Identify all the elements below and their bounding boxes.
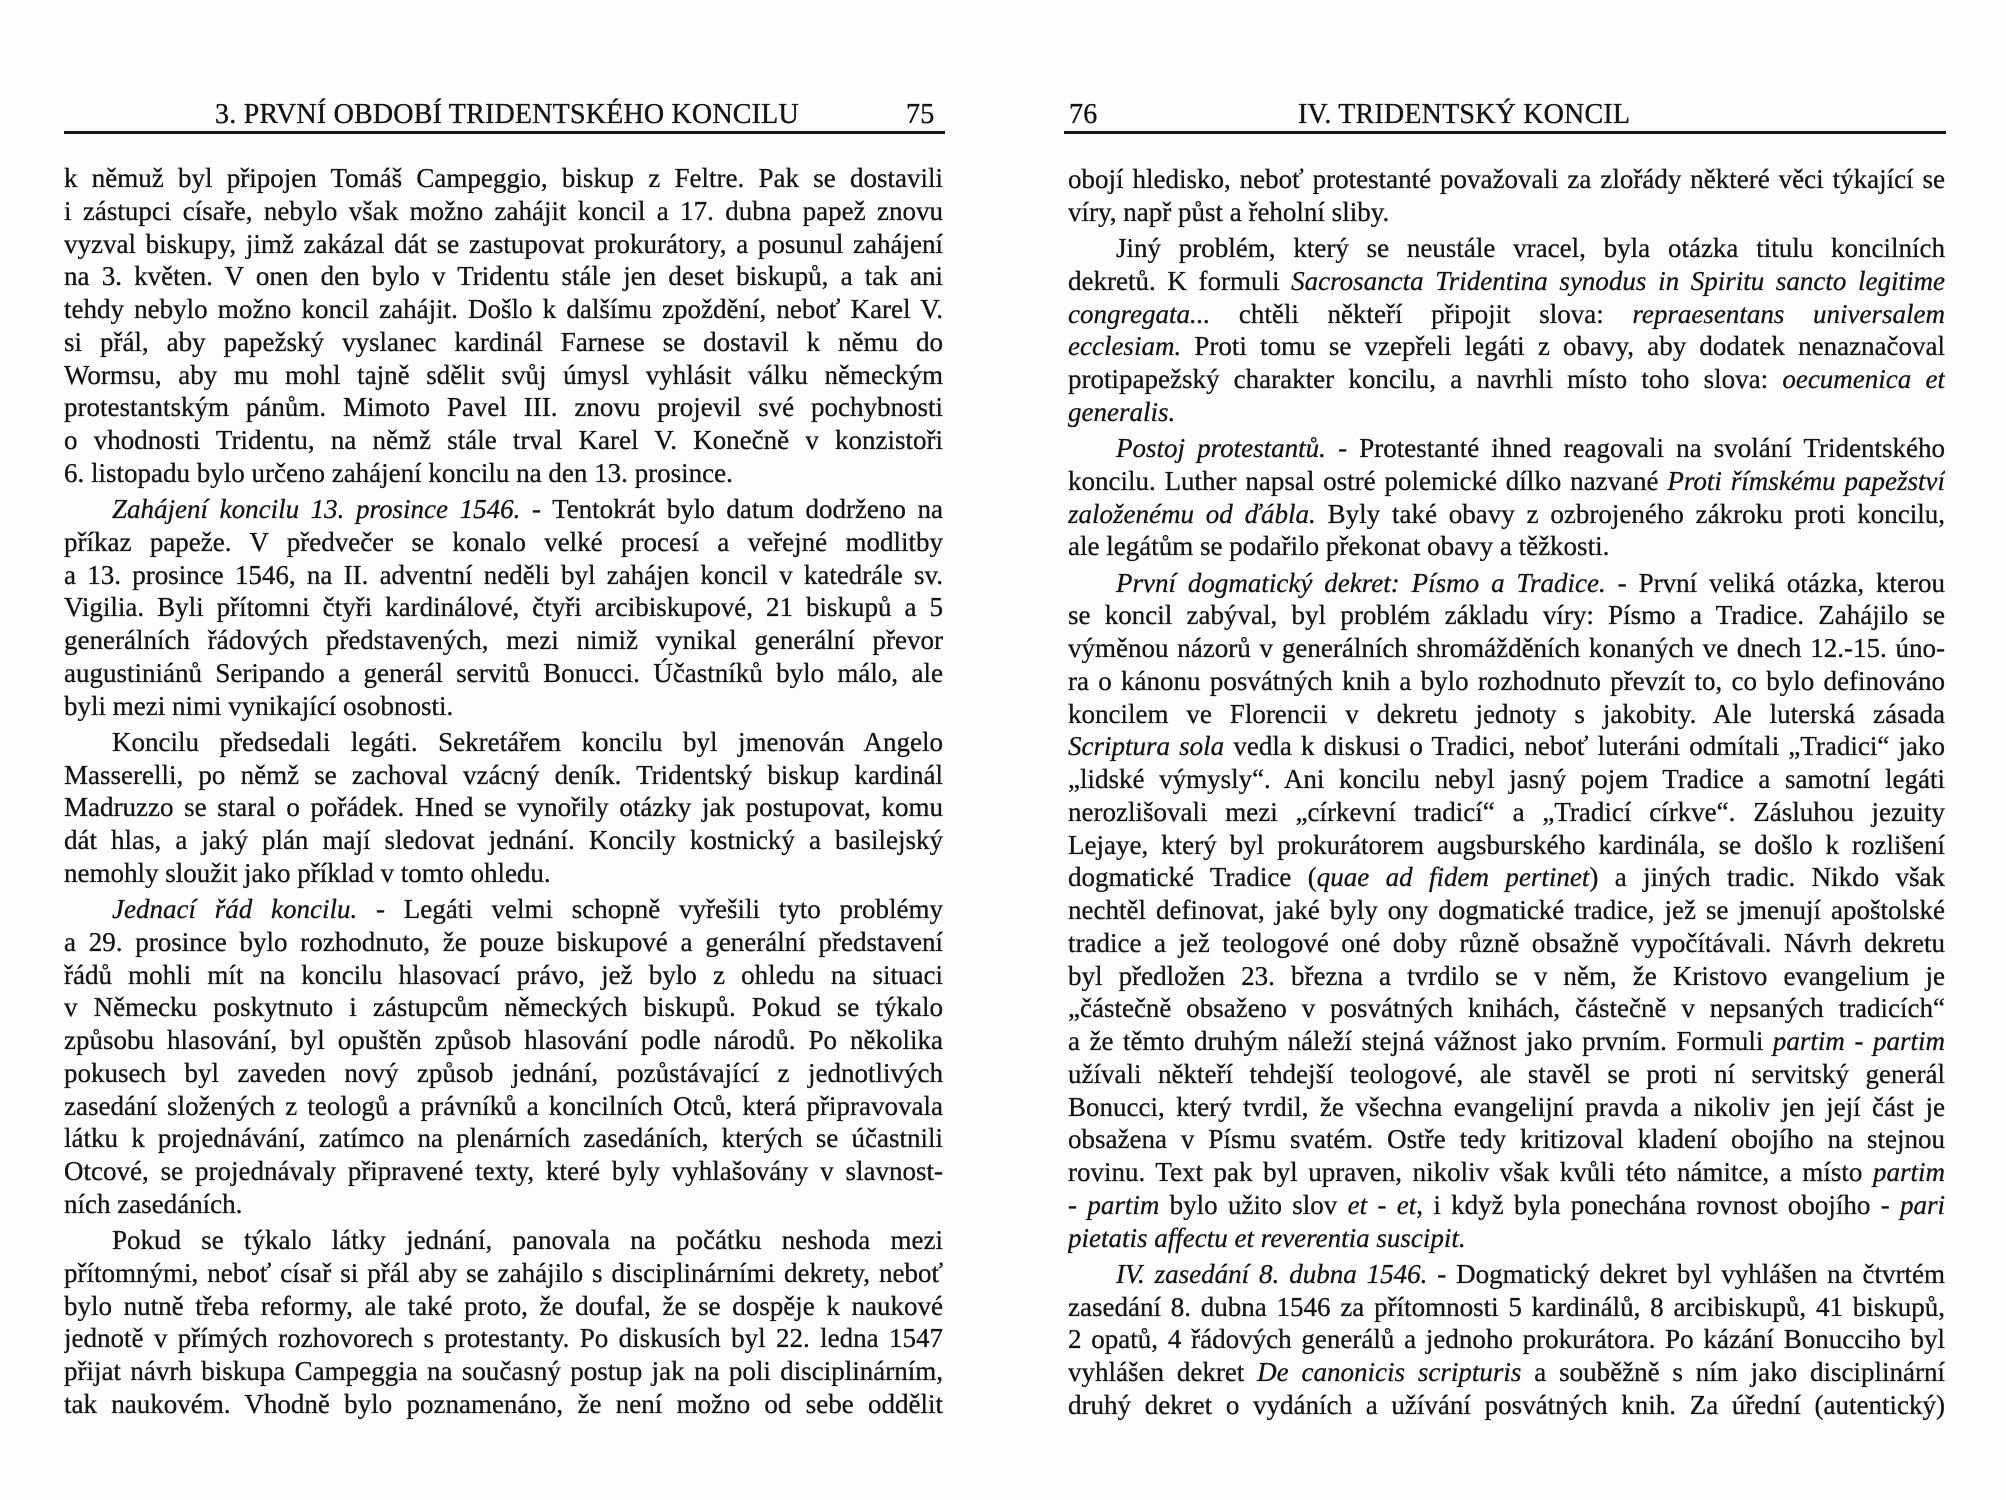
page-body (64, 162, 943, 1421)
page-number: 76 (1069, 99, 1098, 130)
text-run: a souběžně s ním jako disciplinární (1521, 1357, 1945, 1387)
text-run: ra o kánonu posvátných knih a bylo rozhodnuto převzít to, co bylo definováno (1068, 665, 1945, 696)
text-run: 2 opatů, 4 řádových generálů a jednoho prokurátora. Po kázání Bonucciho byl (1068, 1324, 1945, 1355)
text-run: užívali někteří tehdejší teologové, ale stavěl se proti ní servitský generál (1068, 1058, 1945, 1089)
text-run: Otcové, se projednávaly připravené texty, které byly vyhlašovány v slavnost- (64, 1156, 943, 1186)
text-line (1068, 1389, 1945, 1422)
text-run: a že těmto druhým náleží stejná vážnost jako prvním. Formuli (1068, 1026, 1773, 1056)
text-line (64, 1290, 943, 1323)
text-line (1068, 396, 1945, 429)
text-run: pokusech byl zaveden nový způsob jednání, pozůstávající z jednotlivých (64, 1057, 943, 1088)
text-line (64, 1388, 943, 1421)
text-line (64, 457, 943, 490)
text-run: způsobu hlasování, byl opuštěn způsob hlasování podle národů. Po několika (64, 1025, 943, 1055)
text-run: - Dogmatický dekret byl vyhlášen na čtvrtém (1427, 1258, 1945, 1289)
text-run: zasedání složených z teologů a právníků a koncilních Otců, která připravovala (64, 1090, 943, 1121)
text-run: Madruzzo se staral o pořádek. Hned se vynořily otázky jak postupovat, komu (64, 792, 943, 823)
header-rule (1064, 131, 1946, 134)
text-line (64, 559, 943, 592)
text-run: Lejaye, který byl prokurátorem augsburského kardinála, se došlo k rozlišení (1068, 829, 1945, 860)
text-line (1068, 1025, 1945, 1058)
text-line (1068, 432, 1945, 465)
text-line (64, 1090, 943, 1123)
text-line (1068, 330, 1945, 363)
italic-run: repraesentans universalem (1632, 298, 1945, 329)
italic-run: et - et (1347, 1189, 1417, 1220)
text-line (1068, 894, 1945, 927)
text-run: k němuž byl připojen Tomáš Campeggio, biskup z Feltre. Pak se dostavili (64, 163, 943, 193)
paragraph (1068, 232, 1945, 429)
italic-run: Proti římskému papežství (1667, 465, 1945, 496)
text-run: tak naukovém. Vhodně bylo poznamenáno, že není možno od sebe oddělit (64, 1388, 943, 1419)
paragraph (1068, 163, 1945, 229)
text-run: bylo nutně třeba reformy, ale také proto, že doufal, že se dospěje k naukové (64, 1290, 943, 1321)
text-run: víry, např půst a řeholní sliby. (1068, 196, 1390, 227)
italic-run: partim (1087, 1189, 1160, 1220)
text-line (64, 1057, 943, 1090)
text-line (1068, 599, 1945, 632)
text-line (1068, 498, 1945, 531)
text-run: koncilem ve Florencii v dekretu jednoty s jakobity. Ale luterská zásada (1068, 698, 1945, 729)
text-run: a 13. prosince 1546, na II. adventní neděli byl zahájen koncil v katedrále sv. (64, 559, 943, 590)
text-line (64, 260, 943, 293)
text-run: protipapežský charakter koncilu, a navrhli místo toho slova: (1068, 364, 1783, 394)
text-line (1068, 632, 1945, 665)
text-run: - První veliká otázka, kterou (1605, 567, 1945, 598)
text-line (64, 195, 943, 228)
text-line (1068, 665, 1945, 698)
text-run: vedla k diskusi o Tradici, neboť luteráni odmítali „Tradici“ jako (1224, 731, 1945, 762)
text-line (1068, 1123, 1945, 1156)
text-line (1068, 1058, 1945, 1091)
text-run: tradice a jež teologové oné doby různě obsažně vypočítávali. Návrh dekretu (1068, 927, 1945, 958)
text-line (64, 1188, 943, 1221)
text-run: tehdy nebylo možno koncil zahájit. Došlo k dalšímu zpoždění, neboť Karel V. (64, 294, 943, 324)
text-line (1068, 992, 1945, 1025)
text-line (64, 326, 943, 359)
text-line (64, 690, 943, 723)
text-run: Byly také obavy z ozbrojeného zákroku proti koncilu, (1315, 498, 1945, 529)
text-run: - (1068, 1189, 1088, 1220)
text-line (1068, 829, 1945, 862)
italic-run: IV. zasedání 8. dubna 1546. (1116, 1258, 1428, 1289)
text-run: nemohly sloužit jako příklad v tomto ohledu. (64, 857, 551, 888)
paragraph (64, 726, 943, 890)
text-line (64, 959, 943, 992)
text-line (1068, 265, 1945, 298)
text-line (1068, 1291, 1945, 1324)
italic-run: založenému od ďábla. (1068, 498, 1316, 529)
text-run: se koncil zabýval, byl problém základu víry: Písmo a Tradice. Zahájilo se (1068, 600, 1945, 631)
text-line (64, 526, 943, 559)
text-line (64, 1257, 943, 1290)
text-run: a 29. prosince bylo rozhodnuto, že pouze biskupové a generální představení (64, 926, 943, 957)
text-line (64, 824, 943, 857)
text-line (64, 726, 943, 759)
text-line (1068, 1323, 1945, 1356)
italic-run: ecclesiam. (1068, 331, 1182, 362)
text-run: koncilu. Luther napsal ostré polemické dílko nazvané (1068, 465, 1668, 496)
text-line (64, 624, 943, 657)
italic-run: pari (1899, 1189, 1945, 1220)
text-line (64, 591, 943, 624)
text-line (64, 893, 943, 926)
text-run: přijat návrh biskupa Campeggia na současný postup jak na poli disciplinárním, (64, 1356, 943, 1386)
text-run: přítomnými, neboť císař si přál aby se zahájilo s disciplinárními dekrety, neboť (64, 1257, 943, 1288)
text-line (64, 391, 943, 424)
italic-run: Jednací řád koncilu. (112, 894, 358, 924)
text-line (1068, 163, 1945, 196)
text-run: výměnou názorů v generálních shromážděních konaných ve dnech 12.-15. úno- (1068, 633, 1945, 663)
text-run: Koncilu předsedali legáti. Sekretářem koncilu byl jmenován Angelo (112, 726, 943, 757)
italic-run: generalis. (1068, 396, 1176, 427)
text-run: vyhlášen dekret (1068, 1357, 1258, 1387)
text-line (64, 991, 943, 1024)
text-line (64, 493, 943, 526)
text-run: v Německu poskytnuto i zástupcům německých biskupů. Pokud se týkalo (64, 992, 943, 1023)
text-run: řádů mohli mít na koncilu hlasovací právo, jež bylo z ohledu na situaci (64, 959, 943, 990)
italic-run: pietatis affectu et reverentia suscipit. (1068, 1222, 1466, 1253)
text-run: o vhodnosti Tridentu, na němž stále trval Karel V. Konečně v konzistoři (64, 425, 943, 455)
text-line (64, 228, 943, 261)
text-run: druhý dekret o vydáních a užívání posvátných knih. Za úřední (autentický) (1068, 1389, 1945, 1420)
text-run: vyzval biskupy, jimž zakázal dát se zastupovat prokurátory, a posunul zahájení (64, 228, 943, 259)
page-number: 75 (906, 99, 935, 130)
text-line (64, 162, 943, 195)
text-run: obsažena v Písmu svatém. Ostře tedy kritizoval kladení obojího na stejnou (1068, 1124, 1945, 1155)
text-run: jednotě v přímých rozhovorech s protestanty. Po diskusích byl 22. ledna 1547 (64, 1323, 943, 1354)
text-line (1068, 763, 1945, 796)
text-run: ních zasedáních. (64, 1188, 243, 1219)
text-run: Pokud se týkalo látky jednání, panovala na počátku neshoda mezi (112, 1225, 943, 1255)
italic-run: Sacrosancta Tridentina synodus in Spiritu sancto legitime (1291, 265, 1945, 296)
text-run: - Protestanté ihned reagovali na svolání Tridentského (1325, 433, 1945, 463)
italic-run: Postoj protestantů. (1116, 433, 1326, 463)
text-run: Masserelli, po němž se zachoval vzácný deník. Tridentský biskup kardinál (64, 759, 943, 790)
text-run: dogmatické Tradice ( (1068, 862, 1317, 893)
text-run: na 3. květen. V onen den bylo v Tridentu stále jen deset biskupů, a tak ani (64, 261, 943, 292)
text-line (64, 1155, 943, 1188)
text-run: Wormsu, aby mu mohl tajně sdělit svůj úmysl vyhlásit válku německým (64, 359, 943, 390)
text-run: nerozlišovali mezi „církevní tradicí“ a „Tradicí církve“. Zásluhou jezuity (1068, 796, 1945, 827)
text-run: nechtěl definovat, jaké byly ony dogmatické tradice, jež se jmenují apoštolské (1068, 895, 1945, 925)
italic-run: congregata... (1068, 298, 1211, 329)
running-head: IV. TRIDENTSKÝ KONCIL (1298, 99, 1631, 130)
paragraph (1068, 567, 1945, 1255)
text-line (1068, 1258, 1945, 1291)
italic-run: quae ad fidem pertinet (1316, 862, 1590, 893)
header-rule (64, 131, 945, 134)
text-line (1068, 861, 1945, 894)
italic-run: oecumenica et (1782, 364, 1945, 394)
text-run: „částečně obsaženo v posvátných knihách, částečně v nepsaných tradicích“ (1068, 993, 1945, 1024)
text-run: zasedání 8. dubna 1546 za přítomnosti 5 kardinálů, 8 arcibiskupů, 41 biskupů, (1068, 1291, 1945, 1322)
text-run: , i když byla ponechána rovnost obojího - (1416, 1189, 1900, 1220)
italic-run: Zahájení koncilu 13. prosince 1546. (112, 494, 521, 524)
text-run: Jiný problém, který se neustále vracel, byla otázka titulu koncilních (1116, 233, 1945, 263)
text-run: augustiniánů Seripando a generál servitů Bonucci. Účastníků bylo málo, ale (64, 657, 943, 688)
text-line (1068, 698, 1945, 731)
text-run: - Tentokrát bylo datum dodrženo na (520, 494, 943, 524)
text-run: Bonucci, který tvrdil, že všechna evangelijní pravda a nikoliv jen její část je (1068, 1091, 1945, 1122)
text-line (1068, 232, 1945, 265)
italic-run: De canonicis scripturis (1257, 1357, 1522, 1387)
text-line (1068, 1156, 1945, 1189)
text-line (64, 424, 943, 457)
text-line (1068, 1189, 1945, 1222)
text-run: byl předložen 23. března a tvrdilo se v něm, že Kristovo evangelium je (1068, 960, 1945, 991)
text-line (1068, 796, 1945, 829)
text-line (64, 791, 943, 824)
text-line (1068, 465, 1945, 498)
text-run: dát hlas, a jaký plán mají sledovat jednání. Koncily kostnický a basilejský (64, 825, 943, 855)
text-run: Vigilia. Byli přítomni čtyři kardinálové, čtyři arcibiskupové, 21 biskupů a 5 (64, 592, 943, 623)
text-line (64, 1355, 943, 1388)
text-run: protestantským pánům. Mimoto Pavel III. znovu projevil své pochybnosti (64, 392, 943, 423)
paragraph (64, 893, 943, 1221)
text-run: i zástupci císaře, nebylo však možno zahájit koncil a 17. dubna papež znovu (64, 195, 943, 226)
text-line (1068, 1356, 1945, 1389)
italic-run: partim (1872, 1157, 1945, 1187)
italic-run: partim - partim (1772, 1026, 1945, 1056)
text-run: rovinu. Text pak byl upraven, nikoliv však kvůli této námitce, a místo (1068, 1157, 1873, 1187)
running-head: 3. PRVNÍ OBDOBÍ TRIDENTSKÉHO KONCILU (215, 99, 799, 130)
text-run: ) a jiných tradic. Nikdo však (1589, 862, 1945, 893)
text-run: obojí hledisko, neboť protestanté považovali za zlořády některé věci týkající se (1068, 164, 1945, 194)
paragraph (64, 493, 943, 722)
text-run: příkaz papeže. V předvečer se konalo velké procesí a veřejné modlitby (64, 526, 943, 557)
page-body (1068, 163, 1945, 1422)
text-line (1068, 298, 1945, 331)
text-line (64, 926, 943, 959)
text-run: si přál, aby papežský vyslanec kardinál Farnese se dostavil k němu do (64, 326, 943, 357)
text-run: byli mezi nimi vynikající osobnosti. (64, 690, 454, 721)
paragraph (1068, 1258, 1945, 1422)
text-run: látku k projednávání, zatímco na plenárních zasedáních, kterých se účastnili (64, 1123, 943, 1154)
text-line (1068, 730, 1945, 763)
text-run: ale legátům se podařilo překonat obavy a těžkosti. (1068, 531, 1610, 562)
text-run: „lidské výmysly“. Ani koncilu nebyl jasný pojem Tradice a samotní legáti (1068, 764, 1945, 794)
text-line (1068, 530, 1945, 563)
text-run: bylo užito slov (1159, 1189, 1348, 1220)
text-run: 6. listopadu bylo určeno zahájení koncilu na den 13. prosince. (64, 457, 733, 488)
text-line (64, 1122, 943, 1155)
italic-run: Scriptura sola (1068, 731, 1225, 762)
text-line (1068, 567, 1945, 600)
right-page (1003, 0, 2006, 1500)
text-line (64, 359, 943, 392)
text-run: - Legáti velmi schopně vyřešili tyto problémy (357, 894, 943, 924)
paragraph (64, 162, 943, 490)
paragraph (1068, 432, 1945, 563)
text-line (64, 759, 943, 792)
text-line (64, 657, 943, 690)
paragraph (64, 1224, 943, 1421)
text-run: dekretů. K formuli (1068, 265, 1292, 296)
text-run: generálních řádových představených, mezi nimiž vynikal generální převor (64, 625, 943, 655)
text-run: Proti tomu se vzepřeli legáti z obavy, aby dodatek nenaznačoval (1181, 331, 1945, 362)
text-line (64, 857, 943, 890)
text-line (1068, 927, 1945, 960)
text-line (1068, 196, 1945, 229)
text-line (64, 293, 943, 326)
text-line (1068, 1222, 1945, 1255)
text-run: chtěli někteří připojit slova: (1210, 298, 1633, 329)
text-line (1068, 363, 1945, 396)
text-line (64, 1224, 943, 1257)
text-line (1068, 960, 1945, 993)
text-line (64, 1024, 943, 1057)
text-line (64, 1322, 943, 1355)
italic-run: První dogmatický dekret: Písmo a Tradice. (1116, 567, 1606, 598)
text-line (1068, 1091, 1945, 1124)
